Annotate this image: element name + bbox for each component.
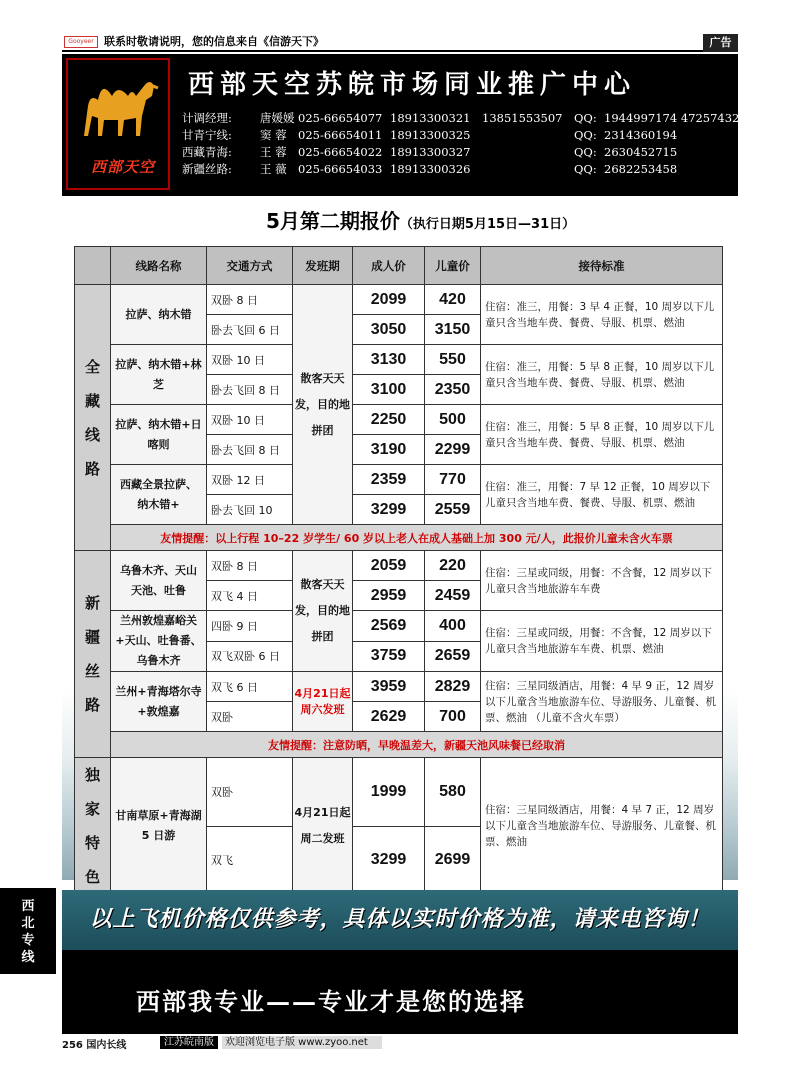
departure-schedule: 散客天天发，目的地拼团 xyxy=(293,551,353,672)
contact-role: 计调经理: xyxy=(182,111,232,125)
side-tab xyxy=(0,888,56,974)
top-bar xyxy=(62,34,738,52)
contact-t2: 18913300327 xyxy=(390,145,471,159)
child-price: 700 xyxy=(425,702,481,732)
table-row xyxy=(75,405,723,435)
contact-role: 甘青宁线: xyxy=(182,128,232,142)
child-price: 2350 xyxy=(425,375,481,405)
service-standard: 住宿：三星或同级，用餐：不含餐，12 周岁以下儿童只含当地旅游车车费、机票、燃油 xyxy=(481,611,723,672)
transport-mode: 双飞 4 日 xyxy=(207,581,293,611)
region-char: 线 xyxy=(84,425,100,444)
transport-mode: 卧去飞回 10 xyxy=(207,495,293,525)
transport-mode: 双卧 12 日 xyxy=(207,465,293,495)
service-standard: 住宿：三星同级酒店，用餐：4 早 9 正，12 周岁以下儿童含当地旅游车位、导游服务、儿童餐、机票、燃油 （儿童不含火车票） xyxy=(481,672,723,732)
notice-row xyxy=(75,525,723,551)
contact-qq-label: QQ: xyxy=(574,162,597,176)
child-price: 770 xyxy=(425,465,481,495)
adult-price: 2359 xyxy=(353,465,425,495)
contact-t2: 18913300325 xyxy=(390,128,471,142)
child-price: 580 xyxy=(425,758,481,827)
website-link[interactable]: 欢迎浏览电子版 www.zyoo.net xyxy=(222,1036,382,1049)
child-price: 500 xyxy=(425,405,481,435)
child-price: 2699 xyxy=(425,826,481,895)
table-row xyxy=(75,465,723,495)
child-price: 2459 xyxy=(425,581,481,611)
header xyxy=(62,54,747,196)
contact-t1: 025-66654033 xyxy=(298,162,383,176)
period-main: 5月第二期报价 xyxy=(266,209,400,233)
contact-qq: 2630452715 xyxy=(604,145,678,159)
service-standard: 住宿：准三，用餐：3 早 4 正餐，10 周岁以下儿童只含当地车费、餐费、导服、机票、燃油 xyxy=(481,285,723,345)
contact-name: 王 蓉 xyxy=(260,145,287,159)
service-standard: 住宿：准三，用餐：5 早 8 正餐，10 周岁以下儿童只含当地车费、餐费、导服、机票、燃油 xyxy=(481,345,723,405)
contact-qq: 2682253458 xyxy=(604,162,678,176)
header-adult: 成人价 xyxy=(353,247,425,285)
region-char: 藏 xyxy=(84,391,100,410)
route-name: 乌鲁木齐、天山天池、吐鲁 xyxy=(111,551,207,611)
transport-mode: 卧去飞回 8 日 xyxy=(207,435,293,465)
region-char: 丝 xyxy=(84,662,100,680)
contact-row xyxy=(182,161,738,178)
transport-mode: 双卧 8 日 xyxy=(207,285,293,315)
banner-price-text: 以上飞机价格仅供参考，具体以实时价格为准，请来电咨询！ xyxy=(89,907,711,932)
service-standard: 住宿：准三，用餐：7 早 12 正餐，10 周岁以下儿童只含当地车费、餐费、导服、机票、燃油 xyxy=(481,465,723,525)
child-price: 550 xyxy=(425,345,481,375)
contact-t3 xyxy=(482,144,574,161)
child-price: 2829 xyxy=(425,672,481,702)
adult-price: 3299 xyxy=(353,826,425,895)
table-header xyxy=(75,247,723,285)
header-blank xyxy=(75,247,111,285)
transport-mode: 双飞 6 日 xyxy=(207,672,293,702)
transport-mode: 四卧 9 日 xyxy=(207,611,293,642)
contact-qq: 1944997174 472574328 xyxy=(604,111,747,125)
service-standard: 住宿：三星或同级，用餐：不含餐，12 周岁以下儿童只含当地旅游车车费 xyxy=(481,551,723,611)
table-row xyxy=(75,672,723,702)
transport-mode: 双飞 xyxy=(207,826,293,895)
contact-t2: 18913300326 xyxy=(390,162,471,176)
region-char: 路 xyxy=(84,459,100,478)
adult-price: 2959 xyxy=(353,581,425,611)
source-note: 联系时敬请说明，您的信息来自《信游天下》 xyxy=(104,35,324,48)
route-name: 甘南草原+青海湖 5 日游 xyxy=(111,758,207,895)
region-char: 独 xyxy=(84,766,100,784)
transport-mode: 双卧 10 日 xyxy=(207,345,293,375)
adult-price: 3100 xyxy=(353,375,425,405)
notice-row xyxy=(75,732,723,758)
route-name: 兰州+青海塔尔寺+敦煌嘉 xyxy=(111,672,207,732)
contact-t1: 025-66654077 xyxy=(298,111,383,125)
contact-role: 新疆丝路: xyxy=(182,162,232,176)
transport-mode: 双卧 10 日 xyxy=(207,405,293,435)
adult-price: 3299 xyxy=(353,495,425,525)
adult-price: 1999 xyxy=(353,758,425,827)
notice-text: 友情提醒：以上行程 10–22 岁学生/ 60 岁以上老人在成人基础上加 300 元/人，此报价儿童未含火车票 xyxy=(111,525,723,551)
contact-name: 窦 蓉 xyxy=(260,128,287,142)
slogan-text: 西部我专业——专业才是您的选择 xyxy=(136,987,526,1016)
region-char: 路 xyxy=(84,696,100,714)
region-label xyxy=(75,758,111,895)
contact-name: 王 薇 xyxy=(260,162,287,176)
adult-price: 2099 xyxy=(353,285,425,315)
header-child: 儿童价 xyxy=(425,247,481,285)
child-price: 400 xyxy=(425,611,481,642)
contact-row xyxy=(182,144,738,161)
table-row xyxy=(75,345,723,375)
center-title: 西部天空苏皖市场同业推广中心 xyxy=(188,70,637,100)
transport-mode: 双飞双卧 6 日 xyxy=(207,641,293,672)
region-char: 色 xyxy=(84,868,100,886)
header-departure: 发班期 xyxy=(293,247,353,285)
logo-box xyxy=(66,58,170,190)
table-row xyxy=(75,758,723,827)
transport-mode: 双卧 xyxy=(207,758,293,827)
departure-schedule: 散客天天发，目的地拼团 xyxy=(293,285,353,525)
transport-mode: 双卧 xyxy=(207,702,293,732)
contact-t3: 13851553507 xyxy=(482,111,563,125)
contact-qq: 2314360194 xyxy=(604,128,678,142)
region-label xyxy=(75,551,111,758)
region-char: 疆 xyxy=(84,628,100,646)
header-transport: 交通方式 xyxy=(207,247,293,285)
header-route: 线路名称 xyxy=(111,247,207,285)
service-standard: 住宿：三星同级酒店，用餐：4 早 7 正，12 周岁以下儿童含当地旅游车位、导游服务、儿童餐、机票、燃油 xyxy=(481,758,723,895)
contact-t2: 18913300321 xyxy=(390,111,471,125)
adult-price: 2059 xyxy=(353,551,425,581)
transport-mode: 卧去飞回 6 日 xyxy=(207,315,293,345)
contact-qq-label: QQ: xyxy=(574,111,597,125)
child-price: 2299 xyxy=(425,435,481,465)
departure-schedule: 4月21日起周二发班 xyxy=(293,758,353,895)
departure-schedule: 4月21日起周六发班 xyxy=(293,672,353,732)
contact-t1: 025-66654011 xyxy=(298,128,383,142)
footer xyxy=(62,1036,738,1050)
transport-mode: 卧去飞回 8 日 xyxy=(207,375,293,405)
adult-price: 3130 xyxy=(353,345,425,375)
contact-name: 唐媛媛 xyxy=(260,111,295,125)
transport-mode: 双卧 8 日 xyxy=(207,551,293,581)
child-price: 3150 xyxy=(425,315,481,345)
region-char: 全 xyxy=(84,357,100,376)
ad-label: 广告 xyxy=(703,34,738,52)
contact-list xyxy=(182,110,747,178)
region-char: 家 xyxy=(84,800,100,818)
child-price: 2659 xyxy=(425,641,481,672)
table-row xyxy=(75,285,723,315)
region-label xyxy=(75,285,111,551)
contact-role: 西藏青海: xyxy=(182,145,232,159)
notice-text: 友情提醒：注意防晒，早晚温差大，新疆天池风味餐已经取消 xyxy=(111,732,723,758)
side-tab-label: 西 北 专 线 xyxy=(21,899,35,965)
route-name: 兰州敦煌嘉峪关+天山、吐鲁番、乌鲁木齐 xyxy=(111,611,207,672)
adult-price: 2250 xyxy=(353,405,425,435)
adult-price: 3050 xyxy=(353,315,425,345)
period-title xyxy=(266,205,575,234)
contact-t3 xyxy=(482,127,574,144)
route-name: 拉萨、纳木错+日喀则 xyxy=(111,405,207,465)
period-note: （执行日期5月15日—31日） xyxy=(399,217,576,232)
adult-price: 3959 xyxy=(353,672,425,702)
publisher-logo: Gooyeer xyxy=(64,36,98,48)
service-standard: 住宿：准三，用餐：5 早 8 正餐，10 周岁以下儿童只含当地车费、餐费、导服、机票、燃油 xyxy=(481,405,723,465)
contact-t1: 025-66654022 xyxy=(298,145,383,159)
price-table xyxy=(74,246,722,895)
child-price: 2559 xyxy=(425,495,481,525)
child-price: 220 xyxy=(425,551,481,581)
contact-t3 xyxy=(482,161,574,178)
contact-qq-label: QQ: xyxy=(574,128,597,142)
brand-name: 西部天空 xyxy=(90,158,155,176)
adult-price: 3190 xyxy=(353,435,425,465)
route-name: 西藏全景拉萨、纳木错+ xyxy=(111,465,207,525)
adult-price: 2629 xyxy=(353,702,425,732)
table-row xyxy=(75,611,723,642)
route-name: 拉萨、纳木错 xyxy=(111,285,207,345)
adult-price: 2569 xyxy=(353,611,425,642)
camel-icon xyxy=(74,66,166,156)
page-number: 256 国内长线 xyxy=(62,1040,127,1051)
route-name: 拉萨、纳木错+林芝 xyxy=(111,345,207,405)
contact-row xyxy=(182,127,738,144)
adult-price: 3759 xyxy=(353,641,425,672)
table-row xyxy=(75,551,723,581)
child-price: 420 xyxy=(425,285,481,315)
region-char: 特 xyxy=(84,834,100,852)
header-standard: 接待标准 xyxy=(481,247,723,285)
edition-badge: 江苏皖南版 xyxy=(160,1036,218,1049)
contact-row xyxy=(182,110,747,127)
contact-qq-label: QQ: xyxy=(574,145,597,159)
region-char: 新 xyxy=(84,594,100,612)
